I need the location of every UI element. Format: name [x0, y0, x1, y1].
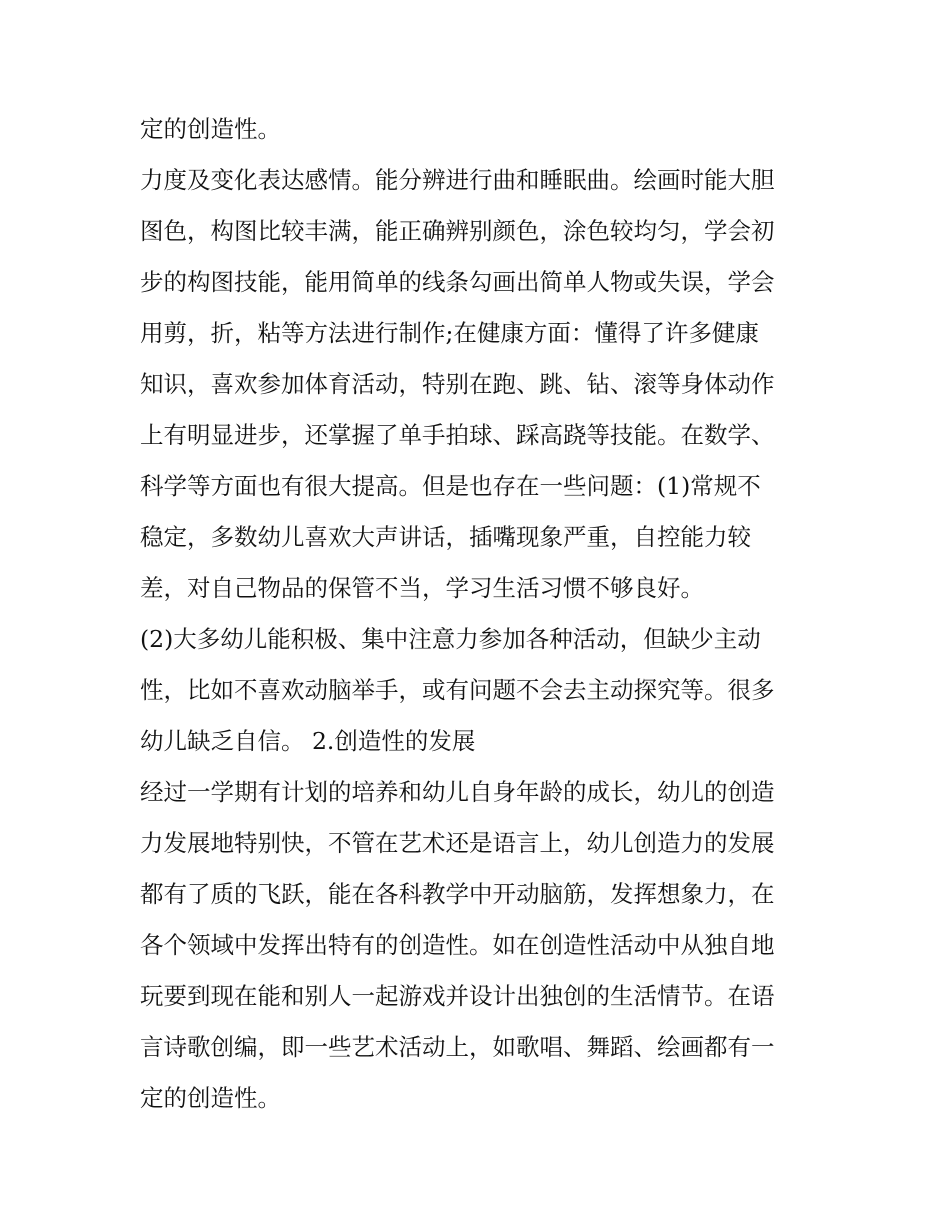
text-line: 性，比如不喜欢动脑举手，或有问题不会去主动探究等。很多 — [140, 676, 775, 704]
text-line: 差，对自己物品的保管不当，学习生活习惯不够良好。 — [140, 574, 704, 602]
body-text — [140, 109, 820, 1129]
text-line: 各个领域中发挥出特有的创造性。如在创造性活动中从独自地 — [140, 931, 775, 959]
text-line: 力度及变化表达感情。能分辨进行曲和睡眠曲。绘画时能大胆 — [140, 166, 775, 194]
text-line: 经过一学期有计划的培养和幼儿自身年龄的成长，幼儿的创造 — [140, 778, 775, 806]
text-line: 幼儿缺乏自信。 2.创造性的发展 — [140, 727, 476, 755]
text-line: 稳定，多数幼儿喜欢大声讲话，插嘴现象严重，自控能力较 — [140, 523, 751, 551]
text-line: 定的创造性。 — [140, 1084, 281, 1112]
text-line: 上有明显进步，还掌握了单手拍球、踩高跷等技能。在数学、 — [140, 421, 775, 449]
text-line: 定的创造性。 — [140, 115, 281, 143]
text-line: 言诗歌创编，即一些艺术活动上，如歌唱、舞蹈、绘画都有一 — [140, 1033, 775, 1061]
text-line: (2)大多幼儿能积极、集中注意力参加各种活动，但缺少主动 — [140, 625, 761, 653]
text-line: 力发展地特别快，不管在艺术还是语言上，幼儿创造力的发展 — [140, 829, 775, 857]
text-line: 玩要到现在能和别人一起游戏并设计出独创的生活情节。在语 — [140, 982, 775, 1010]
text-line: 都有了质的飞跃，能在各科教学中开动脑筋，发挥想象力，在 — [140, 880, 775, 908]
text-line: 科学等方面也有很大提高。但是也存在一些问题：(1)常规不 — [140, 472, 761, 500]
text-line: 知识，喜欢参加体育活动，特别在跑、跳、钻、滚等身体动作 — [140, 370, 775, 398]
text-line: 步的构图技能，能用简单的线条勾画出简单人物或失误，学会 — [140, 268, 775, 296]
text-line: 用剪，折，粘等方法进行制作;在健康方面：懂得了许多健康 — [140, 319, 759, 347]
text-line: 图色，构图比较丰满，能正确辨别颜色，涂色较均匀，学会初 — [140, 217, 775, 245]
